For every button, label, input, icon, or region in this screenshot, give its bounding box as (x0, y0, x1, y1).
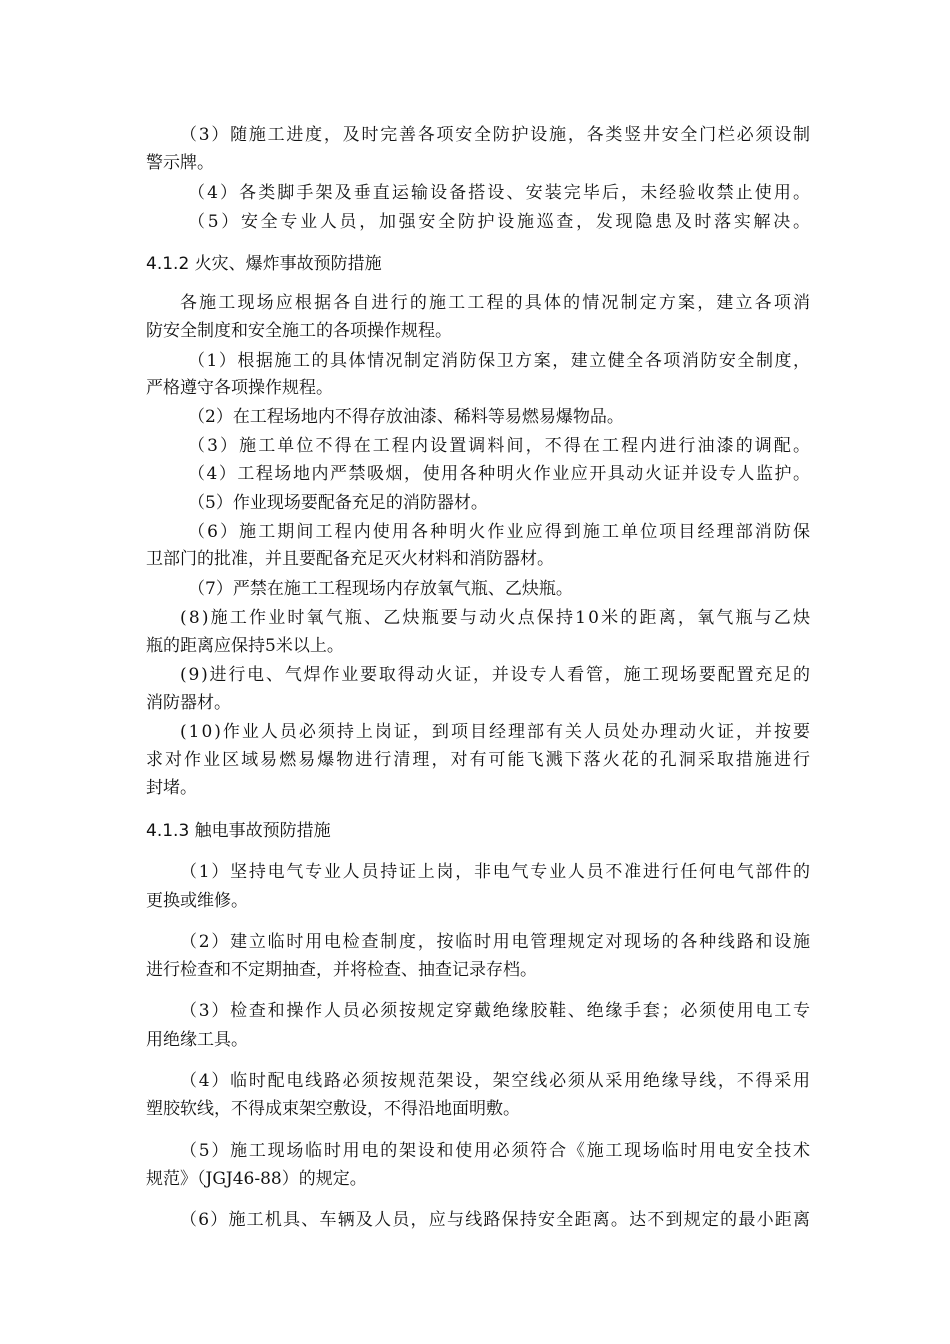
paragraph-line: 求对作业区域易燃易爆物进行清理，对有可能飞溅下落火花的孔洞采取措施进行 (146, 750, 813, 770)
paragraph-line: 各施工现场应根据各自进行的施工工程的具体的情况制定方案，建立各项消 (180, 293, 813, 313)
paragraph-line: （1）坚持电气专业人员持证上岗，非电气专业人员不准进行任何电气部件的 (180, 862, 812, 882)
paragraph-line: 用绝缘工具。 (146, 1030, 248, 1050)
paragraph-line: （6）施工机具、车辆及人员，应与线路保持安全距离。达不到规定的最小距离 (180, 1210, 812, 1230)
paragraph-line: （1）根据施工的具体情况制定消防保卫方案，建立健全各项消防安全制度， (188, 351, 812, 371)
paragraph-line: (8)施工作业时氧气瓶、乙炔瓶要与动火点保持10米的距离，氧气瓶与乙炔 (180, 608, 813, 628)
paragraph-line: 警示牌。 (146, 153, 214, 173)
paragraph-line: （3）施工单位不得在工程内设置调料间，不得在工程内进行油漆的调配。 (188, 436, 813, 456)
paragraph-line: （7）严禁在施工工程现场内存放氧气瓶、乙炔瓶。 (188, 579, 573, 599)
paragraph-line: （4）工程场地内严禁吸烟，使用各种明火作业应开具动火证并设专人监护。 (188, 464, 812, 484)
paragraph-line: （3）检查和操作人员必须按规定穿戴绝缘胶鞋、绝缘手套；必须使用电工专 (180, 1001, 812, 1021)
paragraph-line: 更换或维修。 (146, 891, 248, 911)
paragraph-line: （4）临时配电线路必须按规范架设，架空线必须从采用绝缘导线，不得采用 (180, 1071, 812, 1091)
paragraph-line: 规范》（JGJ46-88）的规定。 (146, 1169, 367, 1189)
paragraph-line: 消防器材。 (146, 693, 231, 713)
paragraph-line: （6）施工期间工程内使用各种明火作业应得到施工单位项目经理部消防保 (188, 522, 813, 542)
paragraph-line: （3）随施工进度，及时完善各项安全防护设施，各类竖井安全门栏必须设制 (180, 125, 812, 145)
paragraph-line: 防安全制度和安全施工的各项操作规程。 (146, 321, 452, 341)
paragraph-line: （5）安全专业人员，加强安全防护设施巡查，发现隐患及时落实解决。 (188, 212, 813, 232)
paragraph-line: 进行检查和不定期抽查，并将检查、抽查记录存档。 (146, 960, 537, 980)
paragraph-line: （2）建立临时用电检查制度，按临时用电管理规定对现场的各种线路和设施 (180, 932, 812, 952)
section-heading: 4.1.3 触电事故预防措施 (146, 821, 331, 841)
paragraph-line: (10)作业人员必须持上岗证，到项目经理部有关人员处办理动火证，并按要 (180, 722, 812, 742)
paragraph-line: 塑胶软线，不得成束架空敷设，不得沿地面明敷。 (146, 1099, 520, 1119)
paragraph-line: 严格遵守各项操作规程。 (146, 378, 333, 398)
paragraph-line: （2）在工程场地内不得存放油漆、稀料等易燃易爆物品。 (188, 407, 624, 427)
paragraph-line: （5）作业现场要配备充足的消防器材。 (188, 493, 488, 513)
paragraph-line: 封堵。 (146, 778, 197, 798)
paragraph-line: （5）施工现场临时用电的架设和使用必须符合《施工现场临时用电安全技术 (180, 1141, 812, 1161)
paragraph-line: 瓶的距离应保持5米以上。 (146, 636, 344, 656)
paragraph-line: （4）各类脚手架及垂直运输设备搭设、安装完毕后，未经验收禁止使用。 (188, 183, 813, 203)
section-heading: 4.1.2 火灾、爆炸事故预防措施 (146, 254, 382, 274)
paragraph-line: (9)进行电、气焊作业要取得动火证，并设专人看管，施工现场要配置充足的 (180, 665, 812, 685)
paragraph-line: 卫部门的批准，并且要配备充足灭火材料和消防器材。 (146, 549, 554, 569)
